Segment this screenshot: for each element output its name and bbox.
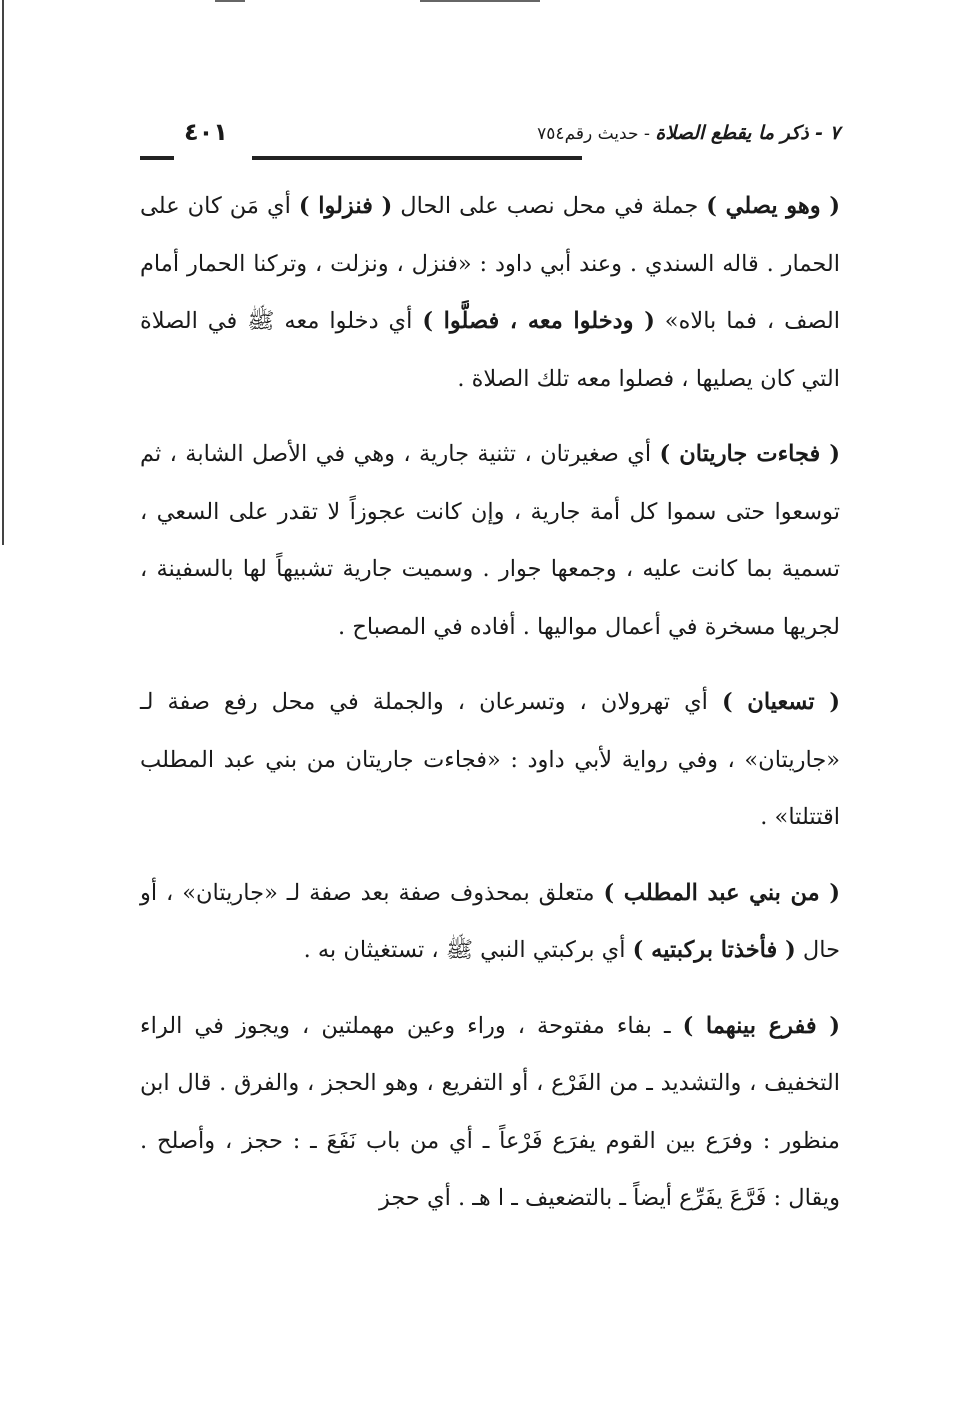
lemma: ( فنزلوا ) bbox=[298, 193, 393, 219]
page-edge-line bbox=[2, 0, 4, 545]
header-rule bbox=[252, 156, 582, 160]
paragraph bbox=[140, 674, 840, 847]
lemma: ( من بني عبد المطلب ) bbox=[603, 879, 840, 906]
commentary: أي مَن كان على الحمار . قاله السندي . وعند أبي داود : «فنزل ، ونزلت ، وتركنا الحمار أمام الصف ، فما بالاه» bbox=[140, 193, 840, 334]
commentary: أي صغيرتان ، تثنية جارية ، وهي في الأصل الشابة ، ثم توسعوا حتى سموا كل أمة جارية ، وإن كانت عجوزاً لا تقدر على السعي ، تسمية بما كانت عليه ، وجمعها جوار . وسميت جارية تشبيهاً لها بالسفينة ، لجريها مسخرة في أعمال مواليها . أفاده في المصباح . bbox=[140, 441, 840, 640]
paragraph bbox=[140, 178, 840, 408]
lemma: ( وهو يصلي ) bbox=[706, 193, 840, 219]
paragraph bbox=[140, 865, 840, 980]
commentary: أي دخلوا معه ﷺ في الصلاة التي كان يصليها ، فصلوا معه تلك الصلاة . bbox=[140, 308, 840, 392]
paragraph bbox=[140, 998, 840, 1228]
commentary: أي بركبتي النبي ﷺ ، تستغيثان به . bbox=[303, 937, 633, 963]
lemma: ( تسعيان ) bbox=[721, 689, 840, 715]
lemma: ( ودخلوا معه ، فصلَّوا ) bbox=[422, 308, 655, 334]
chapter-title bbox=[537, 122, 840, 144]
paragraph bbox=[140, 426, 840, 656]
page-body bbox=[140, 178, 840, 1246]
top-scan-mark bbox=[215, 0, 245, 2]
top-scan-mark bbox=[420, 0, 540, 2]
page-header bbox=[140, 118, 840, 158]
commentary: أي تهرولان ، وتسرعان ، والجملة في محل رفع صفة لـ «جاريتان» ، وفي رواية لأبي داود : «فجاءت جاريتان من بني عبد المطلب اقتتلتا» . bbox=[140, 689, 840, 830]
lemma: ( ففرع بينهما ) bbox=[682, 1012, 840, 1039]
commentary: ـ بفاء مفتوحة ، وراء وعين مهملتين ، ويجوز في الراء التخفيف ، والتشديد ـ من الفَرْع ، أو التفريع ، وهو الحجز ، والفرق . قال ابن منظور : وفرَع بين القوم يفرَع فَرْعاً ـ أي من باب نَفَعَ ـ : حجز ، وأصلح . ويقال : فَرَّعَ يفَرِّع أيضاً ـ بالتضعيف ـ ا هـ . أي حجز bbox=[140, 1012, 840, 1211]
hadith-number: - حديث رقم٧٥٤ bbox=[537, 124, 656, 144]
lemma: ( فجاءت جاريتان ) bbox=[659, 441, 840, 467]
page-number-dash bbox=[140, 156, 174, 160]
commentary: متعلق بمحذوف صفة بعد صفة لـ «جاريتان» ، أو حال bbox=[140, 879, 840, 963]
chapter-title-text: ٧ - ذكر ما يقطع الصلاة bbox=[655, 122, 840, 144]
page-number: ٤٠١ bbox=[184, 118, 228, 146]
lemma: ( فأخذتا بركبتيه ) bbox=[632, 937, 796, 963]
commentary: جملة في محل نصب على الحال bbox=[392, 193, 707, 219]
